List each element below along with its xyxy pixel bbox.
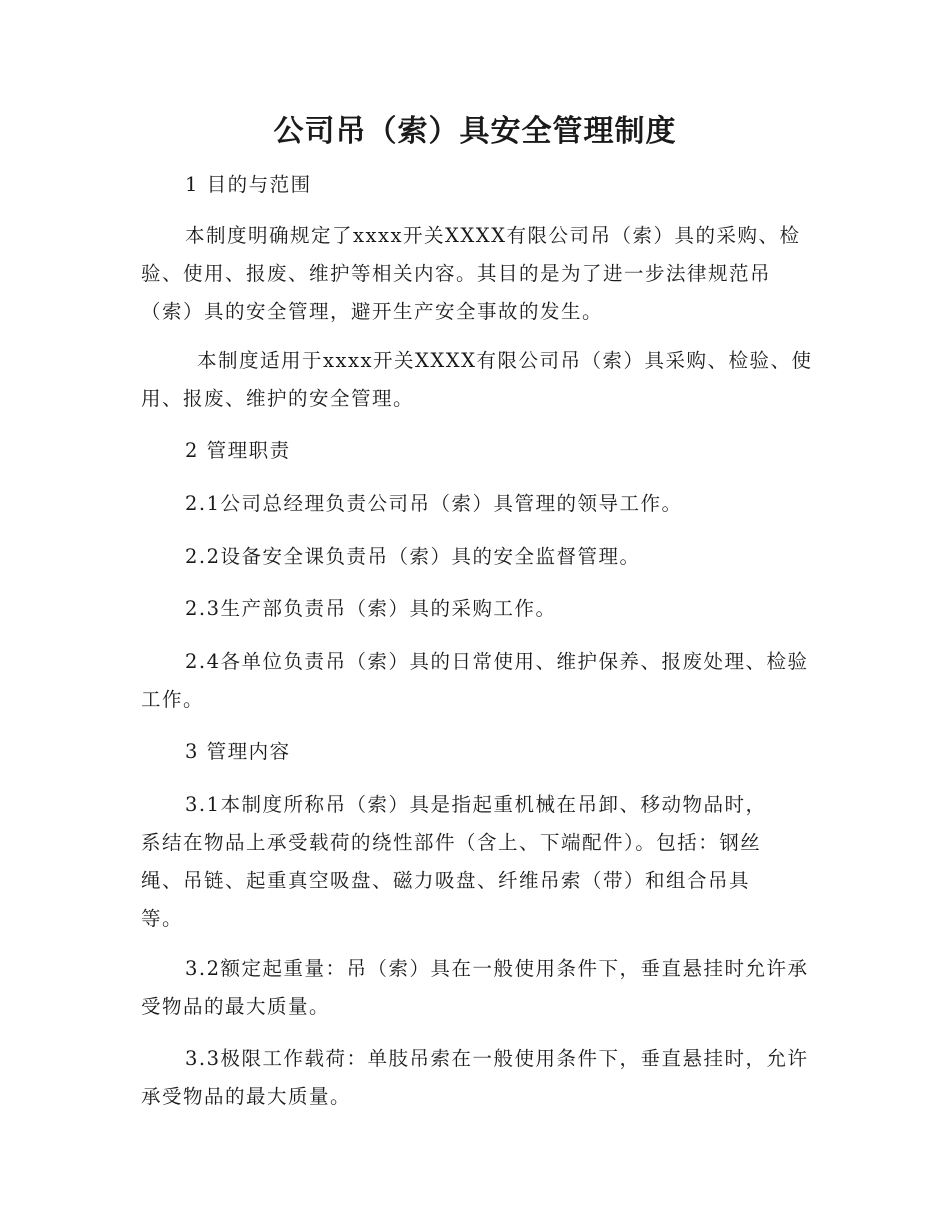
paragraph-2-2: 2.2设备安全课负责吊（索）具的安全监督管理。 xyxy=(185,545,641,568)
paragraph-purpose: 本制度明确规定了xxxx开关XXXX有限公司吊（索）具的采购、检验、使用、报废、维护等相关内容。其目的是为了进一步法律规范吊（索）具的安全管理，避开生产安全事故的发生。 xyxy=(141,224,801,323)
section-heading-3: 3 管理内容 xyxy=(185,740,291,763)
paragraph-3-2: 3.2额定起重量：吊（索）具在一般使用条件下，垂直悬挂时允许承受物品的最大质量。 xyxy=(141,957,809,1018)
section-heading-2: 2 管理职责 xyxy=(185,439,291,462)
paragraph-2-3: 2.3生产部负责吊（索）具的采购工作。 xyxy=(185,597,557,620)
paragraph-3-1: 3.1本制度所称吊（索）具是指起重机械在吊卸、移动物品时，系结在物品上承受载荷的绕性部件（含上、下端配件）。包括：钢丝绳、吊链、起重真空吸盘、磁力吸盘、纤维吊索（带）和组合吊具等。 xyxy=(141,793,767,930)
paragraph-3-3: 3.3极限工作载荷：单肢吊索在一般使用条件下，垂直悬挂时，允许承受物品的最大质量。 xyxy=(141,1047,809,1108)
paragraph-scope: 本制度适用于xxxx开关XXXX有限公司吊（索）具采购、检验、使用、报废、维护的安全管理。 xyxy=(141,349,813,410)
document-title: 公司吊（索）具安全管理制度 xyxy=(273,114,677,149)
paragraph-2-4: 2.4各单位负责吊（索）具的日常使用、维护保养、报废处理、检验工作。 xyxy=(141,650,809,711)
section-heading-1: 1 目的与范围 xyxy=(185,173,312,196)
paragraph-2-1: 2.1公司总经理负责公司吊（索）具管理的领导工作。 xyxy=(185,492,683,515)
